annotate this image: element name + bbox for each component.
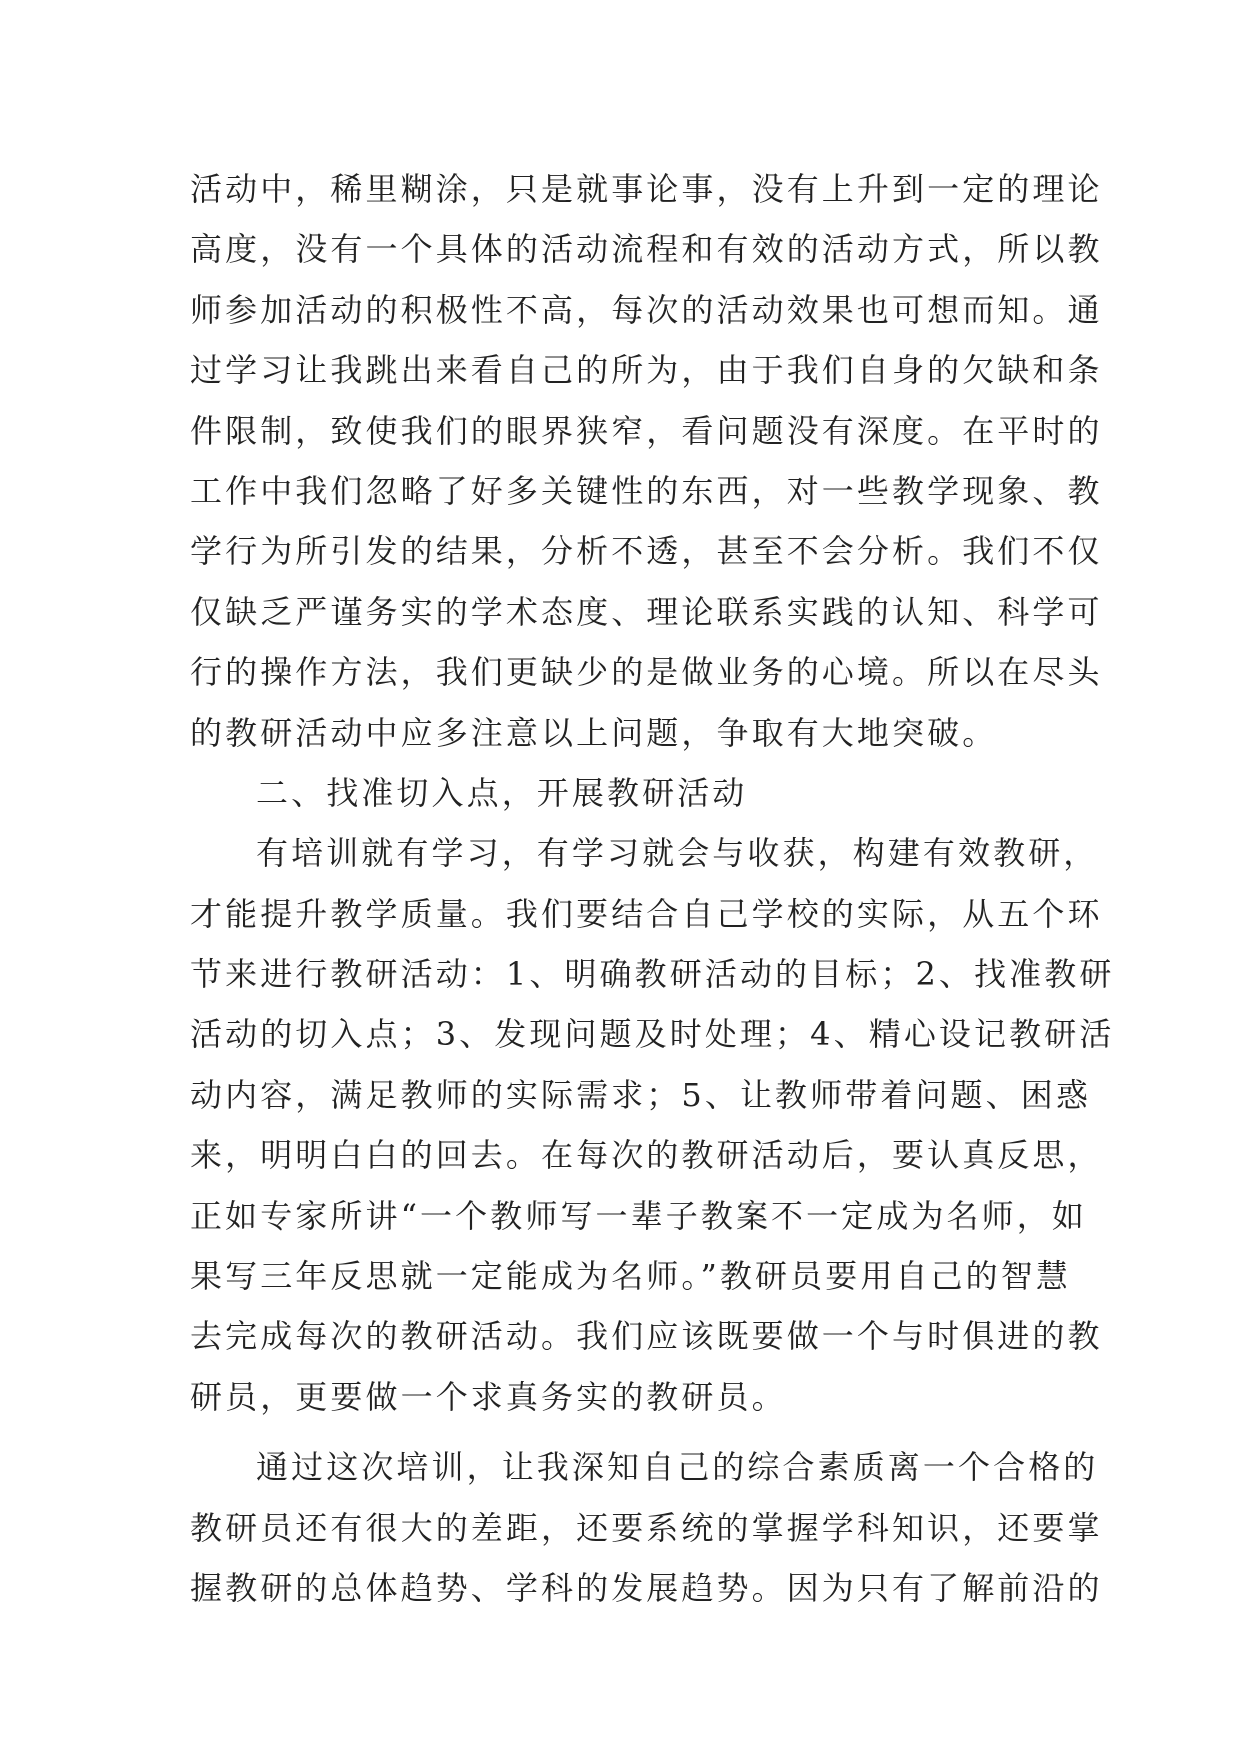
text-line: 研员，更要做一个求真务实的教研员。 <box>190 1377 787 1416</box>
text-line: 教研员还有很大的差距，还要系统的掌握学科知识，还要掌 <box>190 1508 1103 1547</box>
text-line: 工作中我们忽略了好多关键性的东西，对一些教学现象、教 <box>190 471 1103 510</box>
text-line: 去完成每次的教研活动。我们应该既要做一个与时俱进的教 <box>190 1317 1103 1356</box>
text-line: 果写三年反思就一定能成为名师。”教研员要用自己的智慧 <box>190 1257 1071 1296</box>
text-line: 件限制，致使我们的眼界狭窄，看问题没有深度。在平时的 <box>190 411 1103 450</box>
text-line: 活动中，稀里糊涂，只是就事论事，没有上升到一定的理论 <box>190 170 1103 208</box>
text-line: 师参加活动的积极性不高，每次的活动效果也可想而知。通 <box>190 290 1103 329</box>
text-line: 来，明明白白的回去。在每次的教研活动后，要认真反思， <box>190 1136 1103 1175</box>
text-line: 学行为所引发的结果，分析不透，甚至不会分析。我们不仅 <box>190 532 1103 571</box>
text-line: 握教研的总体趋势、学科的发展趋势。因为只有了解前沿的 <box>190 1568 1103 1607</box>
text-line: 节来进行教研活动：1、明确教研活动的目标；2、找准教研 <box>190 955 1115 994</box>
text-line: 活动的切入点；3、发现问题及时处理；4、精心设记教研活 <box>190 1015 1115 1054</box>
paragraph-first-line: 有培训就有学习，有学习就会与收获，构建有效教研， <box>256 834 1099 873</box>
text-line: 行的操作方法，我们更缺少的是做业务的心境。所以在尽头 <box>190 653 1103 692</box>
text-line: 才能提升教学质量。我们要结合自己学校的实际，从五个环 <box>190 894 1103 933</box>
text-line: 正如专家所讲“一个教师写一辈子教案不一定成为名师，如 <box>190 1196 1087 1235</box>
text-line: 高度，没有一个具体的活动流程和有效的活动方式，所以教 <box>190 230 1103 269</box>
document-body <box>190 159 1115 1618</box>
paragraph-gap <box>190 1427 1060 1437</box>
text-line: 过学习让我跳出来看自己的所为，由于我们自身的欠缺和条 <box>190 351 1103 390</box>
paragraph-first-line: 通过这次培训，让我深知自己的综合素质离一个合格的 <box>256 1448 1099 1487</box>
paragraph-first-line: 二、找准切入点，开展教研活动 <box>256 773 748 812</box>
text-line: 的教研活动中应多注意以上问题，争取有大地突破。 <box>190 713 998 752</box>
text-line: 仅缺乏严谨务实的学术态度、理论联系实践的认知、科学可 <box>190 592 1103 631</box>
text-line: 动内容，满足教师的实际需求；5、让教师带着问题、困惑 <box>190 1075 1091 1114</box>
